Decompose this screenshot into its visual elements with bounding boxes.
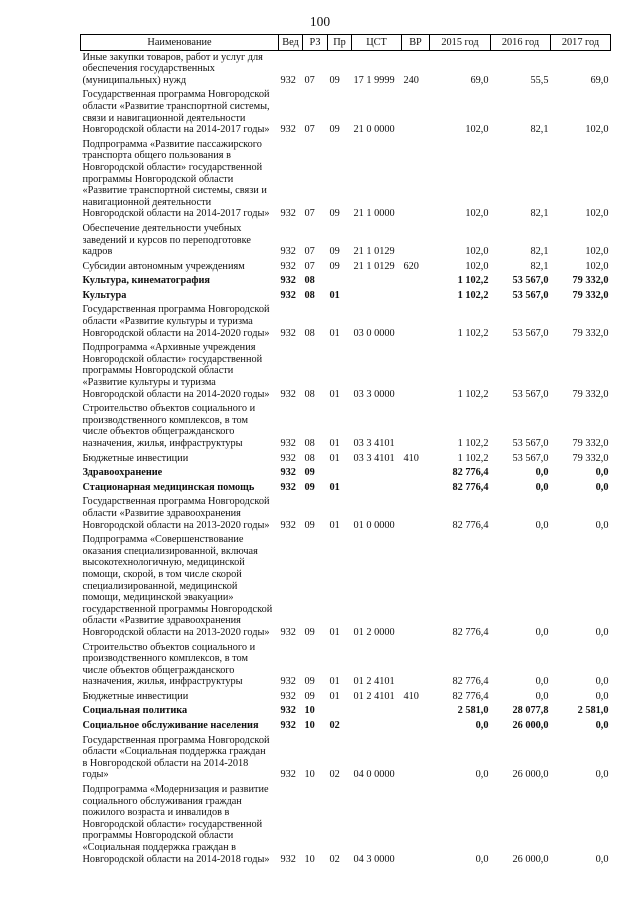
- header-2017: 2017 год: [551, 35, 611, 51]
- table-row: [81, 783, 611, 867]
- table-row: [81, 138, 611, 222]
- row-pr: 09: [329, 246, 340, 258]
- row-2015: 1 102,2: [457, 438, 489, 449]
- row-rz: 09: [304, 519, 315, 531]
- row-cst: 21 1 0000: [353, 208, 395, 220]
- row-vr: [402, 138, 430, 222]
- row-pr: [328, 274, 352, 289]
- row-2015: 102,0: [465, 208, 489, 220]
- row-ved: 932: [280, 467, 296, 479]
- row-2016: 53 567,0: [512, 388, 549, 400]
- table-row: [81, 641, 611, 690]
- row-2015: 82 776,4: [452, 519, 489, 531]
- row-2016: 0,0: [535, 690, 549, 702]
- row-name: Культура: [82, 289, 127, 301]
- row-pr: [328, 466, 352, 481]
- row-ved: 932: [280, 246, 296, 258]
- row-pr: 01: [329, 676, 340, 688]
- row-2016: 53 567,0: [512, 438, 549, 449]
- row-ved: 932: [280, 705, 296, 717]
- table-row: [81, 341, 611, 402]
- row-pr: 09: [329, 124, 340, 136]
- row-vr: [402, 274, 430, 289]
- header-ved: Вед: [279, 35, 303, 51]
- row-2016: 53 567,0: [512, 452, 549, 464]
- row-rz: 10: [304, 853, 315, 865]
- row-2017: 69,0: [590, 74, 609, 86]
- row-2015: 82 776,4: [452, 467, 489, 479]
- row-2016: 82,1: [530, 208, 549, 220]
- row-ved: 932: [280, 676, 296, 688]
- row-cst: 04 0 0000: [353, 769, 395, 781]
- row-ved: 932: [280, 769, 296, 781]
- row-vr: 410: [403, 452, 419, 464]
- row-2015: 82 776,4: [452, 626, 489, 638]
- table-row: [81, 289, 611, 304]
- row-cst: 04 3 0000: [353, 853, 395, 865]
- row-pr: 01: [329, 690, 340, 702]
- row-2017: 79 332,0: [572, 275, 609, 287]
- row-cst: 01 2 4101: [353, 690, 395, 702]
- row-name: Государственная программа Новгородской области «Социальная поддержка граждан в Новгородской области на 2014-2018 годы»: [82, 734, 270, 781]
- table-row: [81, 88, 611, 137]
- row-name: Обеспечение деятельности учебных заведений и курсов по переподготовке кадров: [82, 222, 251, 258]
- row-rz: 07: [304, 260, 315, 272]
- row-pr: 09: [329, 74, 340, 86]
- row-2015: 82 776,4: [452, 690, 489, 702]
- row-rz: 10: [304, 720, 315, 732]
- row-2017: 2 581,0: [577, 705, 609, 717]
- table-row: [81, 452, 611, 467]
- row-vr: [402, 495, 430, 533]
- row-2016: 26 000,0: [512, 720, 549, 732]
- row-name: Бюджетные инвестиции: [82, 690, 189, 702]
- row-rz: 09: [304, 676, 315, 688]
- row-2015: 0,0: [475, 853, 489, 865]
- row-cst: 03 3 4101: [353, 438, 395, 449]
- row-2017: 0,0: [595, 769, 609, 781]
- row-vr: [402, 222, 430, 260]
- row-2017: 79 332,0: [572, 327, 609, 339]
- row-cst: 17 1 9999: [353, 74, 395, 86]
- header-2016: 2016 год: [491, 35, 551, 51]
- table-row: [81, 50, 611, 88]
- row-rz: 09: [304, 467, 315, 479]
- row-cst: 21 1 0129: [353, 260, 395, 272]
- row-2017: 0,0: [595, 676, 609, 688]
- row-vr: [402, 734, 430, 783]
- table-row: [81, 274, 611, 289]
- row-ved: 932: [280, 388, 296, 400]
- row-2017: 0,0: [595, 720, 609, 732]
- row-2016: 0,0: [535, 467, 549, 479]
- row-vr: [402, 783, 430, 867]
- table-row: [81, 533, 611, 640]
- row-vr: [402, 289, 430, 304]
- row-rz: 08: [304, 327, 315, 339]
- header-name: Наименование: [81, 35, 279, 51]
- row-name: Подпрограмма «Развитие пассажирского транспорта общего пользования в Новгородской области» государственной программы Новгородской области «Развитие транспортной системы, связи и навигационной деятельности Новгородской области на 2014-2017 годы»: [82, 138, 270, 220]
- row-pr: 01: [329, 519, 340, 531]
- row-2016: 0,0: [535, 519, 549, 531]
- row-2016: 0,0: [535, 626, 549, 638]
- row-ved: 932: [280, 289, 296, 301]
- row-ved: 932: [280, 438, 296, 449]
- row-cst: 03 0 0000: [353, 327, 395, 339]
- row-2016: 0,0: [535, 676, 549, 688]
- row-cst: 21 1 0129: [353, 246, 395, 258]
- row-rz: 08: [304, 275, 315, 287]
- row-name: Бюджетные инвестиции: [82, 452, 189, 464]
- row-name: Подпрограмма «Совершенствование оказания специализированной, включая высокотехнологичную, медицинской помощи, скорой, в том числе скорой специализированной, медицинской помощи, медицинской эвакуации» государственной программы Новгородской области «Развитие здравоохранения Новгородской области на 2013-2020 годы»: [82, 534, 273, 638]
- row-vr: [402, 641, 430, 690]
- row-ved: 932: [280, 260, 296, 272]
- table-row: [81, 704, 611, 719]
- row-cst: [352, 719, 402, 734]
- row-name: Социальное обслуживание населения: [82, 720, 259, 732]
- row-ved: 932: [280, 720, 296, 732]
- row-2016: 82,1: [530, 124, 549, 136]
- header-cst: ЦСТ: [352, 35, 402, 51]
- row-2017: 0,0: [595, 481, 609, 493]
- row-name: Государственная программа Новгородской области «Развитие транспортной системы, связи и навигационной деятельности Новгородской области на 2014-2017 годы»: [82, 89, 270, 136]
- row-vr: [402, 533, 430, 640]
- row-pr: 09: [329, 208, 340, 220]
- row-ved: 932: [280, 327, 296, 339]
- row-pr: 02: [329, 853, 340, 865]
- row-cst: [352, 289, 402, 304]
- row-name: Государственная программа Новгородской области «Развитие здравоохранения Новгородской области на 2013-2020 годы»: [82, 496, 270, 531]
- row-name: Субсидии автономным учреждениям: [82, 260, 245, 272]
- row-cst: 01 2 0000: [353, 626, 395, 638]
- row-rz: 07: [304, 74, 315, 86]
- table-row: [81, 260, 611, 275]
- row-name: Строительство объектов социального и производственного комплексов, в том числе объектов общегражданского назначения, жилья, инфраструктуры: [82, 641, 256, 688]
- row-2015: 1 102,2: [457, 289, 489, 301]
- row-2015: 102,0: [465, 260, 489, 272]
- row-ved: 932: [280, 74, 296, 86]
- row-ved: 932: [280, 853, 296, 865]
- row-cst: 21 0 0000: [353, 124, 395, 136]
- row-vr: [402, 704, 430, 719]
- row-2015: 1 102,2: [457, 275, 489, 287]
- row-2017: 102,0: [585, 260, 609, 272]
- row-2017: 79 332,0: [572, 452, 609, 464]
- row-vr: [402, 88, 430, 137]
- row-rz: 08: [304, 289, 315, 301]
- row-2015: 82 776,4: [452, 481, 489, 493]
- row-pr: 01: [329, 289, 340, 301]
- row-ved: 932: [280, 452, 296, 464]
- row-2015: 0,0: [475, 769, 489, 781]
- row-2016: 26 000,0: [512, 853, 549, 865]
- row-2015: 2 581,0: [457, 705, 489, 717]
- row-cst: [352, 274, 402, 289]
- row-cst: 03 3 4101: [353, 452, 395, 464]
- row-pr: 02: [329, 769, 340, 781]
- row-ved: 932: [280, 690, 296, 702]
- table-row: [81, 495, 611, 533]
- row-vr: [402, 466, 430, 481]
- row-rz: 10: [304, 769, 315, 781]
- row-rz: 07: [304, 124, 315, 136]
- row-2016: 82,1: [530, 260, 549, 272]
- row-vr: 620: [403, 260, 419, 272]
- table-row: [81, 303, 611, 341]
- row-cst: 01 0 0000: [353, 519, 395, 531]
- table-row: [81, 719, 611, 734]
- row-2015: 102,0: [465, 246, 489, 258]
- row-vr: [402, 402, 430, 451]
- row-name: Подпрограмма «Архивные учреждения Новгородской области» государственной программы Новгородской области «Развитие культуры и туризма Новгородской области на 2014-2020 годы»: [82, 342, 270, 400]
- row-vr: [402, 303, 430, 341]
- row-ved: 932: [280, 626, 296, 638]
- row-ved: 932: [280, 208, 296, 220]
- row-ved: 932: [280, 481, 296, 493]
- row-vr: 410: [403, 690, 419, 702]
- row-pr: 01: [329, 327, 340, 339]
- row-2015: 82 776,4: [452, 676, 489, 688]
- row-2017: 102,0: [585, 208, 609, 220]
- row-2017: 102,0: [585, 124, 609, 136]
- row-vr: [402, 481, 430, 496]
- row-pr: [328, 704, 352, 719]
- row-ved: 932: [280, 124, 296, 136]
- row-rz: 08: [304, 438, 315, 449]
- row-rz: 09: [304, 690, 315, 702]
- row-pr: 02: [329, 720, 340, 732]
- row-ved: 932: [280, 275, 296, 287]
- row-2015: 102,0: [465, 124, 489, 136]
- header-2015: 2015 год: [430, 35, 491, 51]
- table-header: [81, 35, 611, 51]
- row-2017: 0,0: [595, 626, 609, 638]
- row-rz: 09: [304, 481, 315, 493]
- row-2016: 26 000,0: [512, 769, 549, 781]
- row-2016: 0,0: [535, 481, 549, 493]
- header-vr: ВР: [402, 35, 430, 51]
- row-2015: 1 102,2: [457, 327, 489, 339]
- row-2017: 102,0: [585, 246, 609, 258]
- row-cst: 01 2 4101: [353, 676, 395, 688]
- row-rz: 07: [304, 208, 315, 220]
- row-name: Иные закупки товаров, работ и услуг для обеспечения государственных (муниципальных) нужд: [82, 51, 263, 86]
- table-row: [81, 481, 611, 496]
- table-row: [81, 734, 611, 783]
- row-cst: 03 3 0000: [353, 388, 395, 400]
- row-2015: 1 102,2: [457, 388, 489, 400]
- row-2015: 0,0: [475, 720, 489, 732]
- page-number: 100: [309, 14, 331, 29]
- row-cst: [352, 481, 402, 496]
- row-2017: 79 332,0: [572, 438, 609, 449]
- row-2017: 0,0: [595, 690, 609, 702]
- row-name: Социальная политика: [82, 705, 188, 717]
- table-row: [81, 466, 611, 481]
- row-name: Здравоохранение: [82, 467, 163, 479]
- row-2017: 79 332,0: [572, 388, 609, 400]
- row-rz: 09: [304, 626, 315, 638]
- row-pr: 01: [329, 626, 340, 638]
- row-name: Стационарная медицинская помощь: [82, 481, 255, 493]
- row-2017: 0,0: [595, 467, 609, 479]
- row-name: Культура, кинематография: [82, 275, 210, 287]
- row-2015: 1 102,2: [457, 452, 489, 464]
- table-row: [81, 222, 611, 260]
- row-name: Подпрограмма «Модернизация и развитие социального обслуживания граждан пожилого возраста и инвалидов в Новгородской области» государственной программы Новгородской области «Социальная поддержка граждан в Новгородской области на 2014-2018 годы»: [82, 784, 270, 865]
- row-rz: 08: [304, 452, 315, 464]
- row-2017: 0,0: [595, 853, 609, 865]
- row-2016: 28 077,8: [512, 705, 549, 717]
- row-pr: 01: [329, 481, 340, 493]
- row-name: Строительство объектов социального и производственного комплексов, в том числе объектов общегражданского назначения, жилья, инфраструктуры: [82, 403, 256, 449]
- row-pr: 01: [329, 452, 340, 464]
- budget-table: [80, 34, 611, 867]
- row-2016: 55,5: [530, 74, 549, 86]
- row-2016: 82,1: [530, 246, 549, 258]
- row-pr: 09: [329, 260, 340, 272]
- row-pr: 01: [329, 388, 340, 400]
- row-rz: 08: [304, 388, 315, 400]
- row-vr: [402, 341, 430, 402]
- row-cst: [352, 466, 402, 481]
- row-vr: 240: [403, 74, 419, 86]
- row-rz: 07: [304, 246, 315, 258]
- row-2017: 79 332,0: [572, 289, 609, 301]
- table-row: [81, 402, 611, 451]
- table-row: [81, 690, 611, 705]
- row-vr: [402, 719, 430, 734]
- row-pr: 01: [329, 438, 340, 449]
- row-2016: 53 567,0: [512, 275, 549, 287]
- row-2017: 0,0: [595, 519, 609, 531]
- row-name: Государственная программа Новгородской области «Развитие культуры и туризма Новгородской области на 2014-2020 годы»: [82, 304, 270, 339]
- row-2015: 69,0: [470, 74, 489, 86]
- row-rz: 10: [304, 705, 315, 717]
- row-2016: 53 567,0: [512, 289, 549, 301]
- table-body: [81, 50, 611, 867]
- header-pr: Пр: [328, 35, 352, 51]
- row-ved: 932: [280, 519, 296, 531]
- header-rz: РЗ: [303, 35, 328, 51]
- row-cst: [352, 704, 402, 719]
- row-2016: 53 567,0: [512, 327, 549, 339]
